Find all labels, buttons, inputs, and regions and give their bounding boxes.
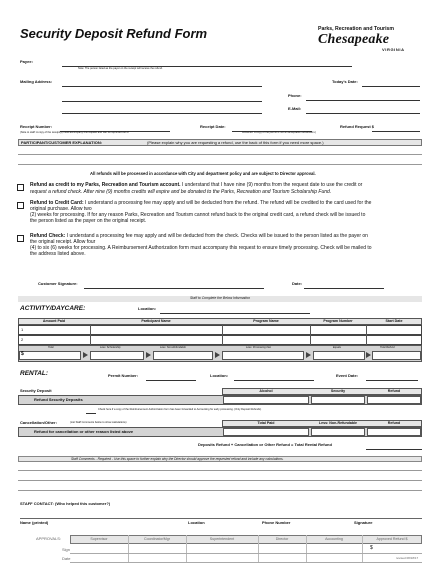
policy-text: All refunds will be processed in accordance with City and department policy and are subject to Director approval. (90, 171, 316, 176)
col-start-date: Start Date (385, 319, 403, 323)
permit-number-field[interactable] (146, 380, 196, 381)
activity-row-1-num: 1 (21, 327, 24, 332)
col-total-paid: Total Paid (257, 421, 275, 425)
refund-request-field[interactable] (372, 131, 420, 132)
activity-total-field[interactable] (19, 351, 81, 360)
comments-line-3[interactable] (18, 490, 422, 491)
chesapeake-logo (318, 27, 418, 61)
col-less-nonrefundable: Less: Non-Refundable (318, 421, 358, 425)
option-card-l2: original purchase. Allow two (30, 206, 92, 212)
todays-date-field[interactable] (362, 86, 420, 87)
mailing-field-3[interactable] (62, 113, 262, 114)
option-card-lead: Refund to Credit Card: (30, 200, 84, 206)
staff-contact-text: STAFF CONTACT: (20, 501, 54, 506)
cancel-refund-field[interactable] (367, 428, 421, 436)
event-date-label: Event Date: (336, 373, 359, 378)
staff-comments-text: Staff Comments - Required - Use this space to further explain why the Director should approve the requested refund and include any calculations. (71, 457, 284, 461)
less-processing-fee-field[interactable] (222, 351, 304, 360)
cancel-row-label: Refund for cancellation or other reason listed above (34, 429, 134, 434)
early-processing-note: Check here if a copy of the Reimbursement Authorization form has been forwarded to Accounting for early processing. (Only Deposit Refunds) (98, 408, 262, 411)
receipt-note-mid: Activenet. A copy of the permit is not an acceptable substitution.) (242, 131, 317, 134)
staff-contact-label (20, 502, 110, 507)
col-alcohol: Alcohol (259, 389, 273, 393)
mailing-label: Mailing Address: (20, 79, 53, 84)
credit-account-checkbox[interactable] (17, 184, 24, 191)
sign-label: Sign (62, 547, 71, 552)
approved-refund-dollar: $ (370, 545, 373, 551)
receipt-note-left: (Note to staff: A copy of the receipt(s) must accompany this request and can be reprinted out of (20, 131, 129, 134)
col-coordinator: Coordinator/Mgr (144, 537, 170, 541)
col-approved-refund: Approved Refund $ (376, 537, 408, 541)
staff-banner (18, 296, 422, 302)
rental-location-field[interactable] (234, 380, 314, 381)
less-nonrefundable-field[interactable] (153, 351, 213, 360)
option-card-l3: (2) weeks for processing. If for any reason Parks, Recreation and Tourism cannot refund back to the original credit card, a refund check will be issued to (30, 212, 366, 218)
less-scholarship-label: Less: Scholarship (100, 346, 121, 349)
todays-date-label: Today's Date: (332, 79, 358, 84)
mailing-field-2[interactable] (62, 101, 262, 102)
less-nonrefundable-rental-field[interactable] (311, 428, 365, 436)
option-check-lead: Refund Check: (30, 233, 66, 239)
total-paid-field[interactable] (223, 428, 309, 436)
less-nonrefundable-label: Less: Non-Refundable (160, 346, 186, 349)
refund-check-checkbox[interactable] (17, 235, 24, 242)
col-program-number: Program Number (323, 319, 353, 323)
logo-line-1: Parks, Recreation and Tourism (318, 26, 395, 32)
deposit-refund-field[interactable] (367, 396, 421, 404)
col-security: Security (330, 389, 346, 393)
less-processing-fee-label: Less: Processing Fee (246, 346, 271, 349)
comments-line-2[interactable] (18, 480, 422, 481)
payee-label: Payee: (20, 59, 33, 64)
phone-label: Phone: (288, 93, 302, 98)
contact-location-label: Location (188, 520, 205, 525)
staff-contact-field[interactable] (20, 518, 422, 519)
contact-signature-label: Signature (354, 520, 373, 525)
mailing-field-1[interactable] (62, 86, 262, 87)
activity-row-1[interactable] (18, 325, 422, 335)
activity-heading: ACTIVITY/DAYCARE: (20, 305, 86, 312)
rental-location-label: Location: (210, 373, 228, 378)
total-label: Total (48, 346, 54, 349)
sign-row[interactable] (70, 553, 422, 554)
participant-bar-hint: (Please explain why you are requesting a refund, use the back of this form if you need more space.) (147, 140, 324, 145)
option-card-l4: the person listed as the payer on the original receipt. (30, 218, 147, 224)
arrow-1-icon (83, 352, 88, 358)
alcohol-field[interactable] (223, 396, 309, 404)
refund-deposits-label: Refund Security Deposits (34, 397, 83, 402)
activity-dollar-sign: $ (21, 351, 24, 357)
refund-request-label: Refund Request $ (340, 124, 375, 129)
equals-field[interactable] (313, 351, 365, 360)
form-title: Security Deposit Refund Form (20, 26, 208, 41)
security-field[interactable] (311, 396, 365, 404)
total-refund-label: Total Refund (380, 346, 395, 349)
approval-date-label: Date (62, 556, 71, 561)
signature-date-field[interactable] (304, 288, 384, 289)
customer-signature-label: Customer Signature: (38, 281, 78, 286)
col-superintendent: Superintendent (209, 537, 235, 541)
option-check-l2: the original receipt. Allow four (30, 239, 96, 245)
credit-card-checkbox[interactable] (17, 202, 24, 209)
contact-phone-label: Phone Number (262, 520, 291, 525)
activity-row-2[interactable] (18, 335, 422, 345)
option-check-l3: (4) to six (6) weeks for processing. A Reimbursement Authorization form must accompany this request to ensure timely processing. Check will be mailed to (30, 245, 372, 251)
rental-heading: RENTAL: (20, 370, 49, 377)
col-program-name: Program Name (253, 319, 279, 323)
customer-signature-field[interactable] (84, 288, 264, 289)
explanation-line-1[interactable] (18, 154, 422, 155)
name-printed-label: Name (printed) (20, 520, 49, 525)
email-field[interactable] (306, 113, 420, 114)
col-deposit-refund: Refund (387, 389, 401, 393)
staff-contact-hint: (Who helped this customer?) (54, 501, 111, 506)
col-cancel-refund: Refund (387, 421, 401, 425)
cancellation-label: Cancellation/Other: (20, 420, 57, 425)
arrow-5-icon (366, 352, 371, 358)
signature-date-label: Date: (292, 281, 303, 286)
option-check-l1: I understand a processing fee may apply and will be deducted from the check. Checks will be issued to the person listed as the payer on (66, 233, 368, 239)
arrow-2-icon (146, 352, 151, 358)
early-processing-check-field[interactable] (86, 413, 96, 414)
payee-note: Note: The person listed as the payer on the receipt will receive the refund. (78, 67, 163, 70)
option-credit-l1: I understand that I have nine (9) months from the request date to use the credit or (181, 182, 363, 188)
email-label: E-Mail: (288, 106, 302, 111)
col-accounting: Accounting (325, 537, 343, 541)
revised-date: revised 08/18/17 (396, 556, 419, 560)
option-credit-l2: request a refund check. After nine (9) months credits will expire and be donated to the Parks, Recreation and Tourism Scholarship Fund. (30, 189, 332, 195)
option-credit-lead: Refund as credit to my Parks, Recreation and Tourism account. (30, 182, 181, 188)
total-rental-refund-field[interactable] (366, 449, 422, 450)
arrow-3-icon (215, 352, 220, 358)
receipt-date-label: Receipt Date: (200, 124, 226, 129)
equals-label: Equals (333, 346, 341, 349)
participant-bar-label: PARTICIPANT/CUSTOMER EXPLANATION: (21, 140, 103, 145)
approvals-label: APPROVALS: (36, 536, 62, 541)
option-card-l1: I understand a processing fee may apply and will be deducted from the refund. The refund will be credited to the card used for the (85, 200, 372, 206)
less-scholarship-field[interactable] (90, 351, 144, 360)
permit-number-label: Permit Number: (108, 373, 139, 378)
activity-row-2-num: 2 (21, 337, 24, 342)
comments-line-1[interactable] (18, 470, 422, 471)
col-director: Director (275, 537, 289, 541)
option-check-l4: the address listed above. (30, 251, 86, 257)
activity-location-field[interactable] (160, 313, 310, 314)
col-amount-paid: Amount Paid (42, 319, 66, 323)
option-credit-line-1 (30, 183, 362, 189)
security-deposit-label: Security Deposit (20, 388, 52, 393)
staff-banner-text: Staff to Complete the Below Information (190, 296, 250, 300)
explanation-line-2[interactable] (18, 164, 422, 165)
cancellation-hint: (List Staff Comments below to show calculations) (70, 421, 127, 424)
col-participant-name: Participant Name (141, 319, 171, 323)
logo-line-3: VIRGINIA (382, 47, 405, 52)
receipt-number-label: Receipt Number: (20, 124, 53, 129)
activity-location-label: Location: (138, 306, 156, 311)
participant-bar (18, 139, 422, 146)
total-refund-field[interactable] (372, 351, 421, 360)
logo-line-2: Chesapeake (318, 32, 390, 47)
phone-field[interactable] (306, 100, 420, 101)
date-row[interactable] (70, 562, 422, 563)
col-supervisor: Supervisor (90, 537, 108, 541)
staff-comments-bar (18, 456, 422, 462)
arrow-4-icon (306, 352, 311, 358)
event-date-field[interactable] (366, 380, 418, 381)
rental-equation: Deposits Refund + Cancellation or Other Refund = Total Rental Refund (198, 442, 332, 447)
